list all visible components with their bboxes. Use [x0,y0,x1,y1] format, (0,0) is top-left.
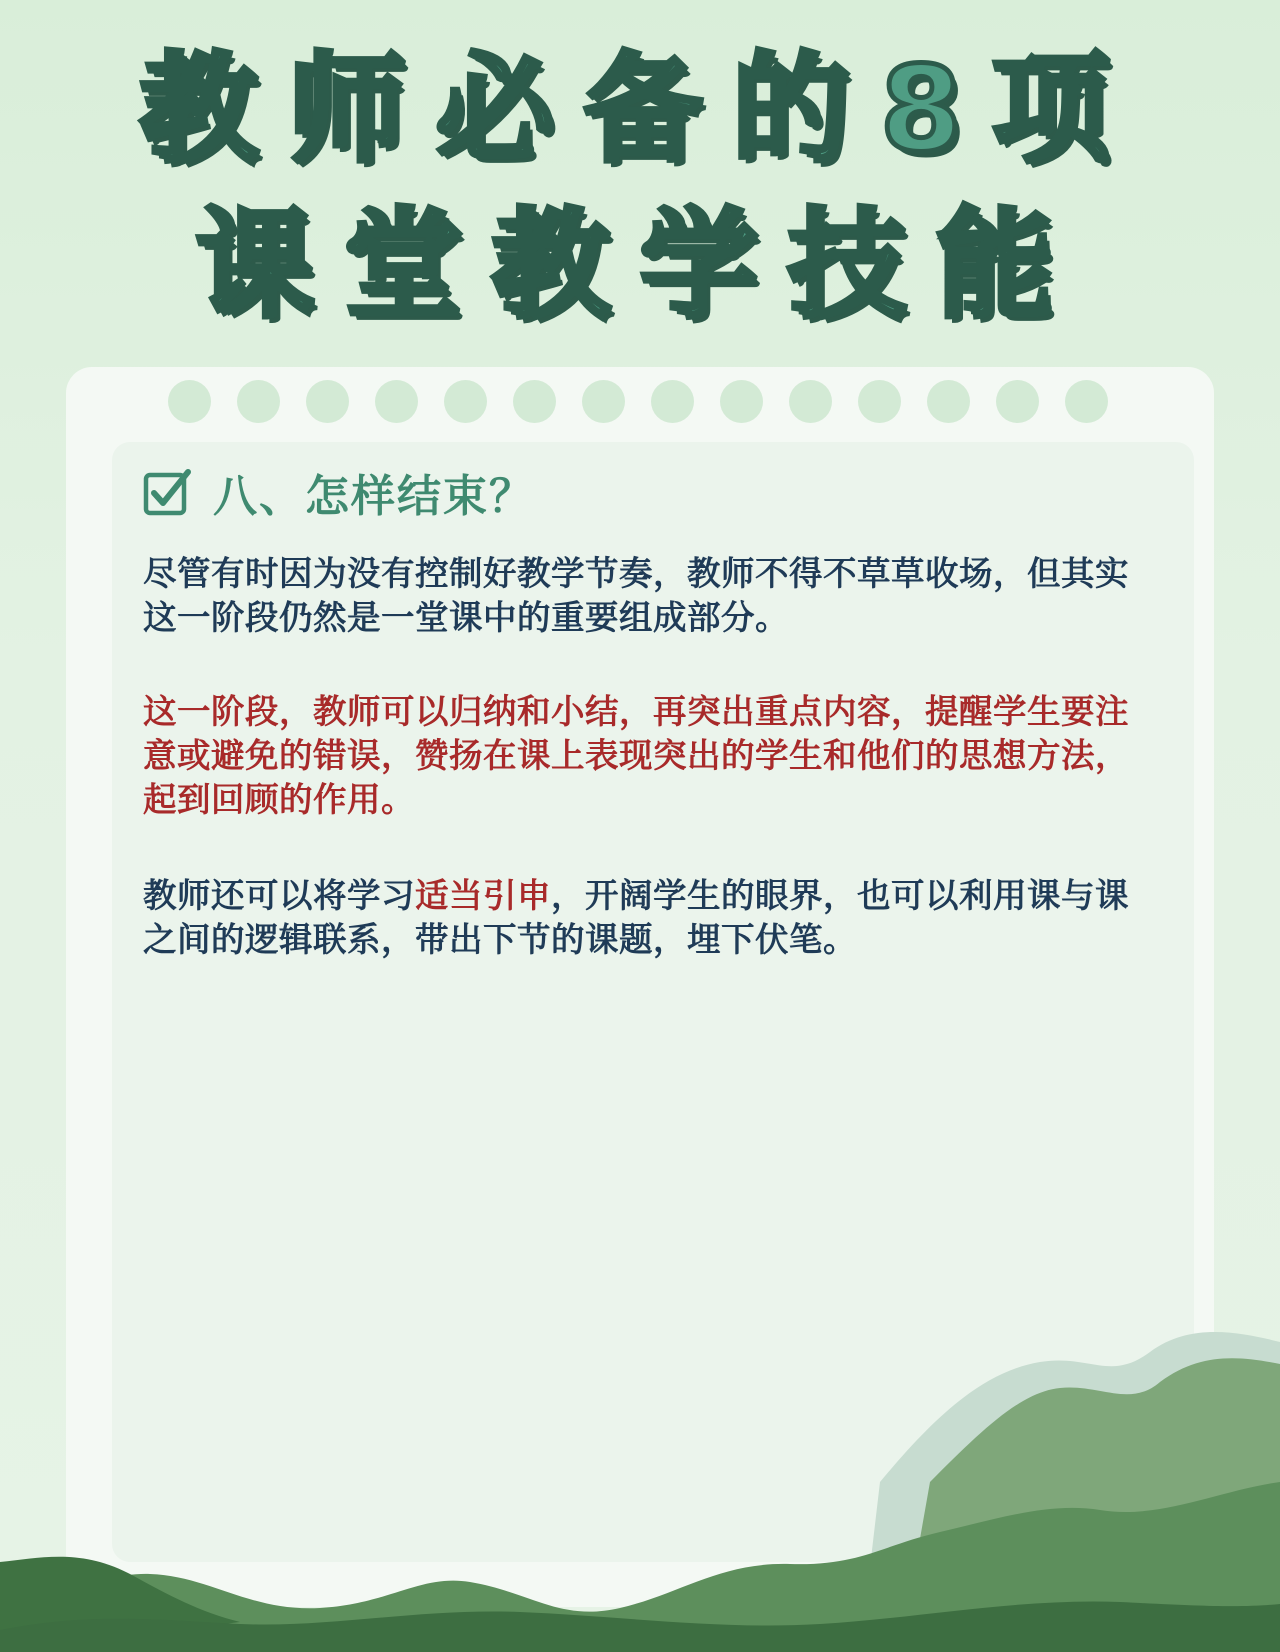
section-heading [143,462,535,522]
binder-hole [444,380,487,423]
section-heading-text: 八、怎样结束？ [213,471,535,522]
paragraph-3-end: ，开阔学生的眼界，也可以利用课与课之间的逻辑联系，带出下节的课题，埋下伏笔。 [143,876,1129,959]
binder-hole [513,380,556,423]
binder-hole [858,380,901,423]
binder-hole [789,380,832,423]
green-hills-decoration [0,1312,1280,1652]
binder-hole [306,380,349,423]
paragraph-3 [143,874,1153,962]
paragraph-3-start: 教师还可以将学习 [143,876,415,915]
title-line-2: 课堂教学技能 [195,196,1084,334]
binder-hole [720,380,763,423]
binder-hole [168,380,211,423]
paragraph-2-highlight: 这一阶段，教师可以归纳和小结，再突出重点内容，提醒学生要注意或避免的错误，赞扬在课上表现突出的学生和他们的思想方法，起到回顾的作用。 [143,692,1129,819]
binder-hole [375,380,418,423]
paragraph-1: 尽管有时因为没有控制好教学节奏，教师不得不草草收场，但其实这一阶段仍然是一堂课中的重要组成部分。 [143,554,1129,637]
binder-hole [1065,380,1108,423]
binder-hole [927,380,970,423]
binder-holes [168,380,1118,424]
binder-hole [237,380,280,423]
binder-hole [651,380,694,423]
binder-hole [582,380,625,423]
paragraph-3-highlight: 适当引申 [415,876,551,915]
title-line-1: 教师必备的8项 [139,40,1141,178]
binder-hole [996,380,1039,423]
checkbox-check-icon [143,466,195,518]
